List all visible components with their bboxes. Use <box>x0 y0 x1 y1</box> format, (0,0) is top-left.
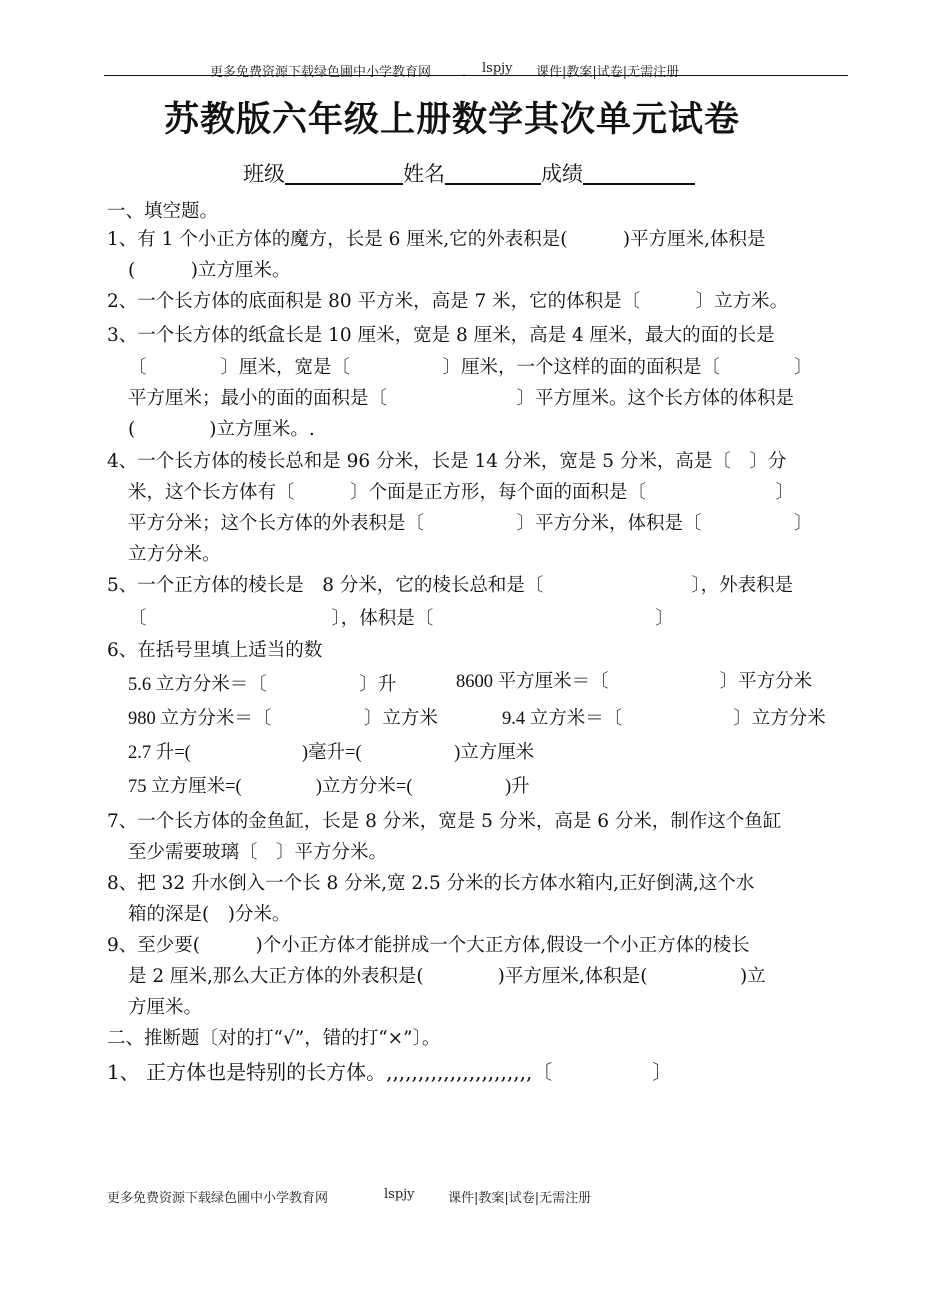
class-field[interactable] <box>285 161 403 185</box>
footer-site: 更多免费资源下载绿色圃中小学教育网 <box>107 1191 329 1206</box>
section-1-heading: 一、填空题。 <box>107 201 219 222</box>
question-3-line-1: 3、一个长方体的纸盒长是 10 厘米，宽是 8 厘米，高是 4 厘米，最大的面的长是 <box>107 325 775 346</box>
footer-code: lspjy <box>384 1187 415 1202</box>
question-9-line-1: 9、至少要( )个小正方体才能拼成一个大正方体,假设一个小正方体的棱长 <box>107 935 750 956</box>
question-2-line-1: 2、一个长方体的底面积是 80 平方米，高是 7 米，它的体积是〔 〕立方米。 <box>107 291 789 312</box>
student-info-row <box>243 158 695 188</box>
question-4-line-3: 平方分米；这个长方体的外表积是〔 〕平方分米，体积是〔 〕 <box>128 513 813 534</box>
question-6-item-a1: 5.6 立方分米＝〔 〕升 <box>128 675 397 695</box>
question-7-line-2: 至少需要玻璃〔 〕平方分米。 <box>128 842 388 863</box>
footer-tags: 课件|教案|试卷|无需注册 <box>448 1191 592 1206</box>
question-6-item-c1: 2.7 升=( )毫升=( )立方厘米 <box>128 743 535 763</box>
question-6-item-d1: 75 立方厘米=( )立方分米=( )升 <box>128 777 530 797</box>
question-3-line-4: ( )立方厘米。. <box>128 419 315 440</box>
name-label: 姓名 <box>403 162 445 186</box>
question-4-line-1: 4、一个长方体的棱长总和是 96 分米，长是 14 分米，宽是 5 分米，高是〔 〕分 <box>107 451 787 472</box>
judgement-question-1: 1、 正方体也是特别的长方体。,,,,,,,,,,,,,,,,,,,,,,,〔 〕 <box>107 1060 673 1084</box>
question-1-line-1: 1、有 1 个小正方体的魔方，长是 6 厘米,它的外表积是( )平方厘米,体积是 <box>107 229 766 250</box>
question-6-item-a2: 8600 平方厘米＝〔 〕平方分米 <box>456 672 813 692</box>
question-5-line-2: 〔 〕，体积是〔 〕 <box>128 608 674 629</box>
question-7-line-1: 7、一个长方体的金鱼缸，长是 8 分米，宽是 5 分米，高是 6 分米，制作这个鱼缸 <box>107 811 782 832</box>
question-5-line-1: 5、一个正方体的棱长是 8 分米，它的棱长总和是〔 〕，外表积是 <box>107 575 794 596</box>
section-2-heading: 二、推断题〔对的打“√”，错的打“×”〕。 <box>107 1028 441 1049</box>
page-title: 苏教版六年级上册数学其次单元试卷 <box>164 100 741 140</box>
header-rule <box>104 75 848 76</box>
question-4-line-4: 立方分米。 <box>128 544 221 565</box>
question-9-line-3: 方厘米。 <box>128 997 203 1018</box>
question-8-line-2: 箱的深是( )分米。 <box>128 904 291 925</box>
question-6-item-b2: 9.4 立方米＝〔 〕立方分米 <box>502 709 826 729</box>
question-6-heading: 6、在括号里填上适当的数 <box>107 640 323 661</box>
question-9-line-2: 是 2 厘米,那么大正方体的外表积是( )平方厘米,体积是( )立 <box>128 966 766 987</box>
header-code: lspjy <box>482 61 513 76</box>
question-1-line-2: ( )立方厘米。 <box>128 260 291 281</box>
class-label: 班级 <box>243 162 285 186</box>
header-separator: ． <box>462 65 476 80</box>
header-tags: 课件|教案|试卷|无需注册 <box>536 65 680 80</box>
score-label: 成绩 <box>541 162 583 186</box>
score-field[interactable] <box>583 161 695 185</box>
question-4-line-2: 米，这个长方体有〔 〕个面是正方形，每个面的面积是〔 〕 <box>128 482 795 503</box>
name-field[interactable] <box>445 161 541 185</box>
question-3-line-2: 〔 〕厘米，宽是〔 〕厘米，一个这样的面的面积是〔 〕 <box>128 357 813 378</box>
question-3-line-3: 平方厘米；最小的面的面积是〔 〕平方厘米。这个长方体的体积是 <box>128 388 795 409</box>
question-8-line-1: 8、把 32 升水倒入一个长 8 分米,宽 2.5 分米的长方体水箱内,正好倒满,这个水 <box>107 873 755 894</box>
header-site: 更多免费资源下载绿色圃中小学教育网 <box>210 65 432 80</box>
question-6-item-b1: 980 立方分米＝〔 〕立方米 <box>128 709 438 729</box>
